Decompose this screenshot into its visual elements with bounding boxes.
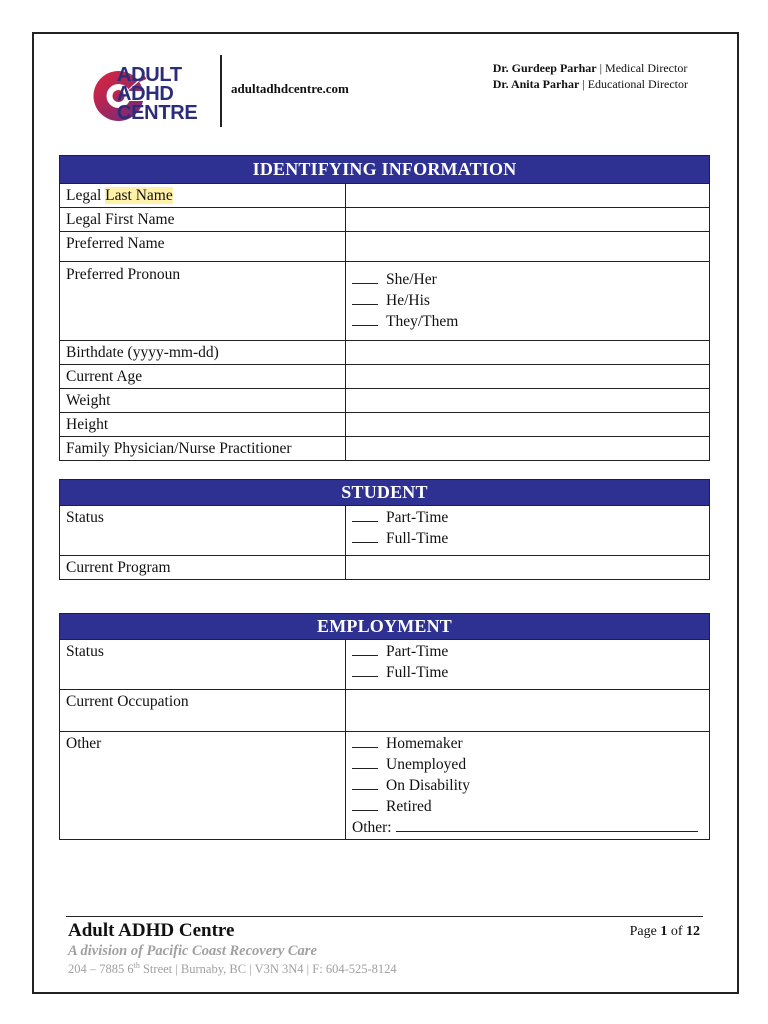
current-age-field[interactable] — [346, 365, 710, 389]
footer-division: A division of Pacific Coast Recovery Care — [68, 943, 317, 959]
employment-option-part-time[interactable]: Part-Time — [352, 641, 703, 662]
other-write-in-line[interactable] — [396, 820, 698, 832]
weight-field[interactable] — [346, 389, 710, 413]
family-physician-label: Family Physician/Nurse Practitioner — [60, 437, 346, 461]
weight-label: Weight — [60, 389, 346, 413]
director-medical: Dr. Gurdeep Parhar | Medical Director — [492, 61, 688, 75]
current-occupation-field[interactable] — [346, 690, 710, 732]
preferred-name-label: Preferred Name — [60, 232, 346, 262]
header-divider — [220, 55, 222, 127]
current-occupation-label: Current Occupation — [60, 690, 346, 732]
employment-other-options — [346, 732, 710, 840]
legal-first-name-field[interactable] — [346, 208, 710, 232]
pronoun-option-they-them[interactable]: They/Them — [352, 311, 703, 332]
employment-heading: EMPLOYMENT — [60, 614, 710, 640]
preferred-name-field[interactable] — [346, 232, 710, 262]
family-physician-field[interactable] — [346, 437, 710, 461]
pronoun-option-she-her[interactable]: She/Her — [352, 269, 703, 290]
current-age-label: Current Age — [60, 365, 346, 389]
footer-rule — [66, 916, 703, 917]
preferred-pronoun-label: Preferred Pronoun — [60, 262, 346, 341]
legal-last-name-label: Legal Last Name — [60, 184, 346, 208]
identifying-information-heading: IDENTIFYING INFORMATION — [60, 156, 710, 184]
other-option-retired[interactable]: Retired — [352, 796, 703, 817]
legal-first-name-label: Legal First Name — [60, 208, 346, 232]
preferred-pronoun-options — [346, 262, 710, 341]
other-option-homemaker[interactable]: Homemaker — [352, 733, 703, 754]
birthdate-label: Birthdate (yyyy-mm-dd) — [60, 341, 346, 365]
logo-wordmark: ADULT ADHD CENTRE — [117, 64, 198, 124]
director-educational: Dr. Anita Parhar | Educational Director — [492, 77, 688, 91]
footer-org-name: Adult ADHD Centre — [68, 920, 235, 941]
height-field[interactable] — [346, 413, 710, 437]
other-option-unemployed[interactable]: Unemployed — [352, 754, 703, 775]
employment-option-full-time[interactable]: Full-Time — [352, 662, 703, 683]
page-number: Page 1 of 12 — [629, 924, 700, 939]
other-write-in[interactable]: Other: — [352, 817, 703, 838]
current-program-field[interactable] — [346, 556, 710, 580]
current-program-label: Current Program — [60, 556, 346, 580]
other-option-on-disability[interactable]: On Disability — [352, 775, 703, 796]
footer-address: 204 – 7885 6th Street | Burnaby, BC | V3N 3N4 | F: 604-525-8124 — [68, 961, 397, 977]
identifying-information-table — [59, 155, 710, 461]
employment-status-options — [346, 640, 710, 690]
legal-last-name-field[interactable] — [346, 184, 710, 208]
height-label: Height — [60, 413, 346, 437]
employment-other-label: Other — [60, 732, 346, 840]
student-option-part-time[interactable]: Part-Time — [352, 507, 703, 528]
employment-table — [59, 613, 710, 840]
student-table — [59, 479, 710, 580]
student-status-options — [346, 506, 710, 556]
birthdate-field[interactable] — [346, 341, 710, 365]
website-link[interactable]: adultadhdcentre.com — [231, 81, 349, 96]
directors-block — [493, 60, 688, 92]
student-option-full-time[interactable]: Full-Time — [352, 528, 703, 549]
pronoun-option-he-his[interactable]: He/His — [352, 290, 703, 311]
employment-status-label: Status — [60, 640, 346, 690]
student-status-label: Status — [60, 506, 346, 556]
student-heading: STUDENT — [60, 480, 710, 506]
